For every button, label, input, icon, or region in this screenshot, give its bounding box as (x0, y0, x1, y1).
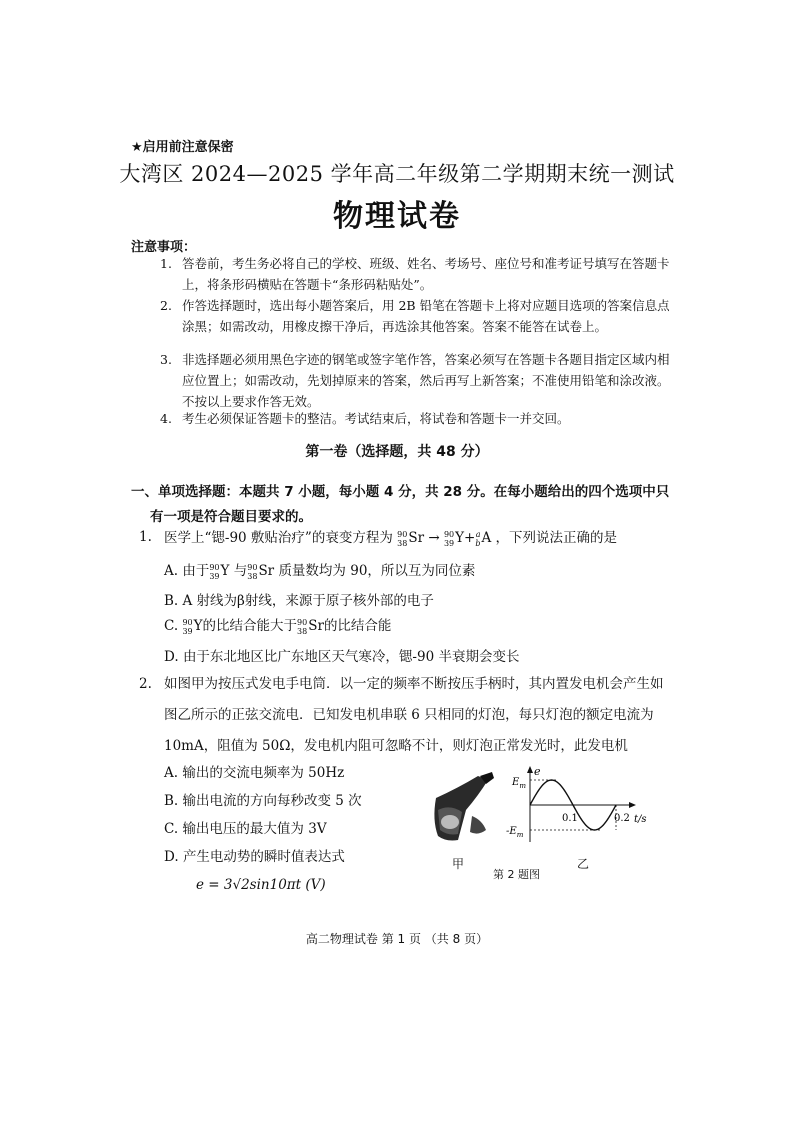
question-2-stem: 如图甲为按压式发电手电筒．以一定的频率不断按压手柄时，其内置发电机会产生如图乙所示的正弦交流电．已知发电机串联 6 只相同的灯泡，每只灯泡的额定电流为 10mA，阻值为 50Ω，发电机内阻可忽略不计，则灯泡正常发光时，此发电机 (164, 676, 664, 754)
exam-title: 大湾区 2024—2025 学年高二年级第二学期期末统一测试 (119, 162, 675, 186)
option-label: B. (164, 593, 179, 609)
option-label: D. (164, 849, 179, 865)
t01-label: 0.1 (562, 813, 578, 824)
plus-symbol: + (464, 530, 476, 546)
page-footer: 高二物理试卷 第 1 页 （共 8 页） (305, 932, 489, 946)
sr-nuclide-numbers (397, 530, 407, 548)
option-text: 质量数均为 90，所以互为同位素 (278, 563, 476, 579)
mass-number: 90 (443, 529, 455, 539)
sr-nuclide-numbers (297, 618, 307, 636)
mass-number: a (475, 529, 481, 539)
question-1-number: 1. (139, 529, 152, 545)
mass-number: 90 (397, 529, 408, 539)
sine-graph (504, 764, 674, 844)
option-label: B. (164, 793, 179, 809)
notice-item-text: 非选择题必须用黑色字迹的钢笔或签字笔作答，答案必须写在答题卡各题目指定区域内相应位置上；如需改动，先划掉原来的答案，然后再写上新答案；不准使用铅笔和涂改液。不按以上要求作答无效。 (182, 352, 670, 409)
notice-item-number: 1. (160, 256, 172, 271)
mass-number: 90 (247, 562, 258, 572)
atomic-number: 39 (443, 538, 455, 548)
arrow-symbol: → (428, 530, 440, 546)
question-1-option-d (164, 645, 519, 665)
question-1-stem (164, 526, 617, 548)
y-nuclide-numbers (444, 530, 454, 548)
sr-nuclide-numbers (247, 563, 257, 581)
notice-item-2 (160, 295, 670, 337)
option-text: A 射线为β射线，来源于原子核外部的电子 (182, 593, 434, 609)
option-text: 输出电流的方向每秒改变 5 次 (182, 793, 362, 809)
a-symbol: A (481, 530, 492, 546)
option-label: D. (164, 649, 179, 665)
question-2-option-d (164, 845, 345, 865)
section-heading-line-1: 一、单项选择题：本题共 7 小题，每小题 4 分，共 28 分。在每小题给出的四个选项中只 (131, 484, 670, 500)
notice-item-text: 考生必须保证答题卡的整洁。考试结束后，将试卷和答题卡一并交回。 (182, 411, 570, 426)
y-nuclide-numbers (209, 563, 219, 581)
notice-item-number: 4. (160, 411, 172, 426)
t-axis-arrow-icon (629, 802, 636, 808)
em-label: $E_m$ (512, 777, 526, 790)
y-symbol: Y (220, 563, 230, 579)
question-1-stem-text: 医学上“锶-90 敷贴治疗”的衰变方程为 (164, 530, 393, 546)
notice-item-number: 3. (160, 352, 172, 367)
notice-item-4 (160, 408, 670, 429)
option-text: 的比结合能 (323, 618, 392, 634)
option-text: 由于东北地区比广东地区天气寒冷，锶-90 半衰期会变长 (182, 649, 520, 665)
option-label: C. (164, 821, 179, 837)
option-label: A. (164, 765, 179, 781)
question-2-option-c (164, 817, 327, 837)
option-text: 由于 (182, 563, 210, 579)
option-text: 输出的交流电频率为 50Hz (182, 765, 345, 781)
option-label: A. (164, 563, 179, 579)
sr-symbol: Sr (258, 563, 275, 579)
y-symbol: Y (193, 618, 203, 634)
option-text: 产生电动势的瞬时值表达式 (182, 849, 345, 865)
atomic-number: 38 (297, 626, 308, 636)
section-heading-line-2: 有一项是符合题目要求的。 (150, 509, 312, 525)
atomic-number: 39 (209, 571, 220, 581)
question-1-option-b (164, 589, 434, 609)
section-heading (131, 480, 671, 530)
figure-label-right: 乙 (577, 857, 590, 871)
figure-label-left: 甲 (452, 857, 465, 871)
question-1-option-a (164, 559, 475, 581)
notice-item-number: 2. (160, 298, 172, 313)
y-symbol: Y (455, 530, 465, 546)
question-2-option-a (164, 761, 344, 781)
question-2-option-b (164, 789, 362, 809)
sr-symbol: Sr (308, 618, 324, 634)
option-text: 的比结合能大于 (202, 618, 298, 634)
question-1-stem-end: ，下列说法正确的是 (495, 530, 618, 546)
subject-title: 物理试卷 (333, 199, 461, 234)
question-1-option-c (164, 614, 391, 636)
t-unit-label: t/s (634, 814, 647, 825)
axis-e-label: e (534, 765, 541, 778)
mass-number: 90 (209, 562, 220, 572)
question-2-number: 2. (139, 676, 152, 692)
figure-caption: 第 2 题图 (493, 868, 540, 881)
emf-formula: e = 3√2sin10πt (V) (196, 877, 326, 893)
notice-heading: 注意事项： (131, 240, 197, 255)
notice-item-text: 作答选择题时，选出每小题答案后，用 2B 铅笔在答题卡上将对应题目选项的答案信息点涂黑；如需改动，用橡皮擦干净后，再选涂其他答案。答案不能答在试卷上。 (182, 298, 670, 334)
a-nuclide-numbers (475, 530, 480, 548)
option-text: 与 (233, 563, 248, 579)
notice-item-text: 答卷前，考生务必将自己的学校、班级、姓名、考场号、座位号和准考证号填写在答题卡上，将条形码横贴在答题卡“条形码粘贴处”。 (182, 256, 670, 292)
t02-label: 0.2 (614, 813, 630, 824)
volume-title: 第一卷（选择题，共 48 分） (305, 444, 489, 460)
option-label: C. (164, 618, 179, 634)
atomic-number: 38 (247, 571, 258, 581)
flashlight-photo (428, 770, 498, 845)
mass-number: 90 (297, 617, 308, 627)
atomic-number: b (475, 538, 481, 548)
y-nuclide-numbers (182, 618, 192, 636)
notice-item-1 (160, 253, 670, 295)
confidential-note: ★启用前注意保密 (131, 140, 234, 155)
neg-em-label: $-E_m$ (506, 826, 524, 839)
atomic-number: 38 (397, 538, 408, 548)
notice-item-3 (160, 349, 670, 412)
mass-number: 90 (182, 617, 193, 627)
sr-symbol: Sr (408, 530, 425, 546)
option-text: 输出电压的最大值为 3V (182, 821, 327, 837)
atomic-number: 39 (182, 626, 193, 636)
e-axis-arrow-icon (527, 766, 533, 773)
